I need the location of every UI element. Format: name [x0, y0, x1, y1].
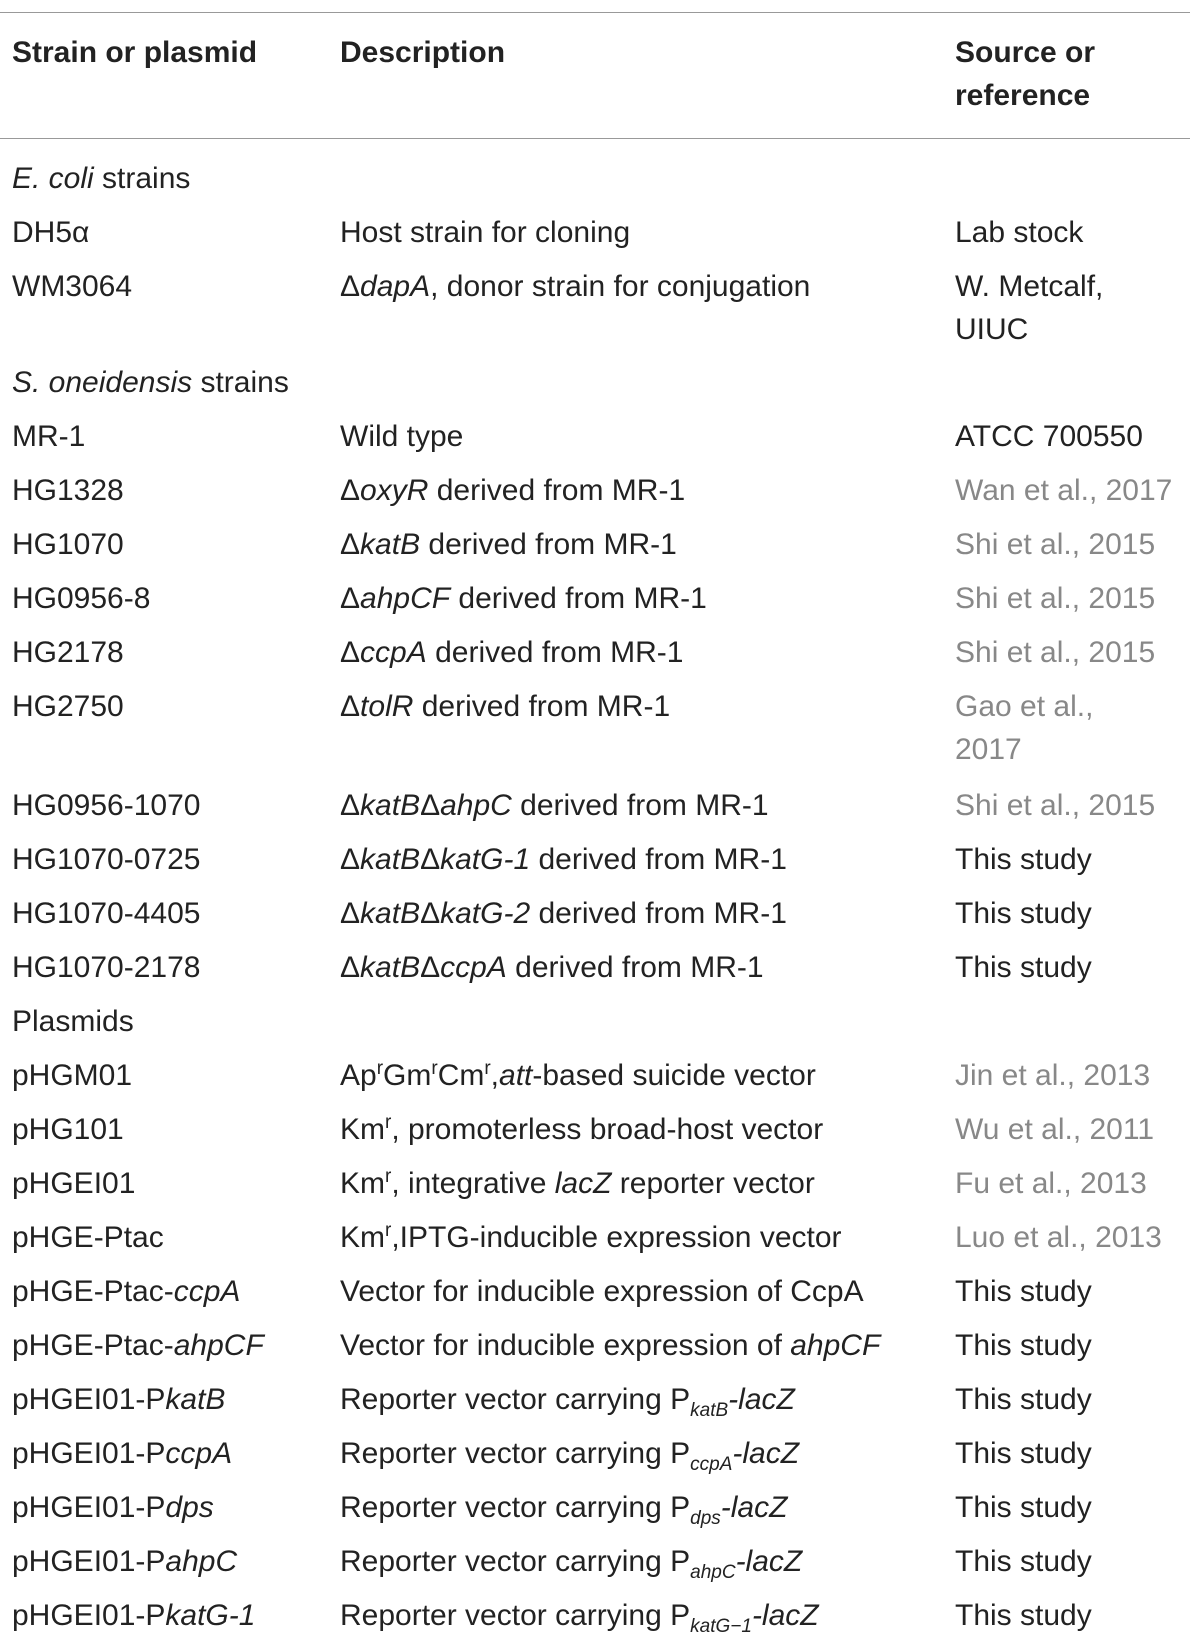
row-source-link[interactable]: Gao et al., 2017 [955, 690, 1094, 766]
row-description: ΔdapA, donor strain for conjugation [340, 270, 811, 303]
row-source: This study [955, 897, 1092, 930]
row-name: pHGEI01-Pdps [12, 1491, 214, 1524]
row-source: This study [955, 1437, 1092, 1470]
section-label: Plasmids [12, 1005, 134, 1038]
row-name: pHGEI01-PccpA [12, 1437, 233, 1470]
table-header [0, 30, 1200, 130]
row-description: ΔkatBΔkatG-1 derived from MR-1 [340, 843, 787, 876]
header-description: Description [340, 36, 506, 69]
row-description: Vector for inducible expression of ahpCF [340, 1329, 881, 1362]
row-source-link[interactable]: Luo et al., 2013 [955, 1221, 1162, 1254]
row-description: ΔkatBΔahpC derived from MR-1 [340, 789, 769, 822]
section-label-rest: strains [192, 366, 289, 399]
row-description: Reporter vector carrying $P_{ahpC}$-lacZ [340, 1545, 803, 1583]
row-name: pHG101 [12, 1113, 124, 1146]
row-name: HG1070-4405 [12, 897, 201, 930]
row-description: Km$^r$,IPTG-inducible expression vector [340, 1220, 842, 1254]
row-source-link[interactable]: Wan et al., 2017 [955, 474, 1173, 507]
row-source: This study [955, 951, 1092, 984]
row-description: Vector for inducible expression of CcpA [340, 1275, 864, 1308]
row-description: Ap$^r$Gm$^r$Cm$^r$,att-based suicide vector [340, 1058, 816, 1092]
row-source: This study [955, 843, 1092, 876]
row-source: This study [955, 1275, 1092, 1308]
top-rule [0, 12, 1190, 13]
row-name: pHGE-Ptac-ccpA [12, 1275, 241, 1308]
row-description: Reporter vector carrying $P_{dps}$-lacZ [340, 1491, 788, 1529]
row-name: HG1070 [12, 528, 124, 561]
header-rule [0, 138, 1190, 139]
section-label-rest: strains [93, 162, 191, 195]
row-name: HG2178 [12, 636, 124, 669]
row-source: This study [955, 1329, 1092, 1362]
row-name: pHGM01 [12, 1059, 133, 1092]
row-source-link[interactable]: Fu et al., 2013 [955, 1167, 1147, 1200]
header-source-line1: Source or [955, 36, 1096, 69]
row-description: ΔtolR derived from MR-1 [340, 690, 671, 723]
row-name: pHGE-Ptac-ahpCF [12, 1329, 264, 1362]
row-name: HG1328 [12, 474, 124, 507]
row-name: HG0956-8 [12, 582, 151, 615]
row-description: Host strain for cloning [340, 216, 631, 249]
row-description: ΔkatBΔkatG-2 derived from MR-1 [340, 897, 787, 930]
row-source: W. Metcalf, UIUC [955, 270, 1104, 346]
row-name: pHGEI01-PkatB [12, 1383, 226, 1416]
row-description: ΔkatBΔccpA derived from MR-1 [340, 951, 764, 984]
row-name: HG0956-1070 [12, 789, 201, 822]
row-source-link[interactable]: Shi et al., 2015 [955, 528, 1156, 561]
row-source: This study [955, 1599, 1092, 1632]
row-source: Lab stock [955, 216, 1084, 249]
row-name: pHGEI01-PkatG-1 [12, 1599, 256, 1632]
row-description: Reporter vector carrying $P_{ccpA}$-lacZ [340, 1437, 800, 1475]
row-name: pHGE-Ptac [12, 1221, 164, 1254]
header-source-line2: reference [955, 79, 1091, 112]
row-source: ATCC 700550 [955, 420, 1143, 453]
row-source: This study [955, 1491, 1092, 1524]
row-description: ΔkatB derived from MR-1 [340, 528, 677, 561]
row-source: This study [955, 1383, 1092, 1416]
row-description: ΔoxyR derived from MR-1 [340, 474, 686, 507]
header-strain-or-plasmid: Strain or plasmid [12, 36, 258, 69]
row-description: Wild type [340, 420, 464, 453]
row-name: pHGEI01 [12, 1167, 136, 1200]
row-name: MR-1 [12, 420, 86, 453]
row-source: This study [955, 1545, 1092, 1578]
row-description: Reporter vector carrying $P_{katG-1}$-lacZ [340, 1599, 819, 1637]
row-description: Km$^r$, promoterless broad-host vector [340, 1112, 824, 1146]
row-description: Reporter vector carrying $P_{katB}$-lacZ [340, 1383, 795, 1421]
row-source-link[interactable]: Shi et al., 2015 [955, 582, 1156, 615]
row-source-link[interactable]: Shi et al., 2015 [955, 789, 1156, 822]
row-description: Km$^r$, integrative lacZ reporter vector [340, 1166, 815, 1200]
row-name: WM3064 [12, 270, 133, 303]
row-name: HG1070-0725 [12, 843, 201, 876]
row-source-link[interactable]: Wu et al., 2011 [955, 1113, 1155, 1146]
row-description: ΔahpCF derived from MR-1 [340, 582, 707, 615]
row-name: DH5α [12, 216, 90, 249]
row-name: HG1070-2178 [12, 951, 201, 984]
row-source-link[interactable]: Shi et al., 2015 [955, 636, 1156, 669]
row-name: HG2750 [12, 690, 124, 723]
row-name: pHGEI01-PahpC [12, 1545, 238, 1578]
row-source-link[interactable]: Jin et al., 2013 [955, 1059, 1151, 1092]
section-label-italic: S. oneidensis [12, 366, 193, 399]
section-label-italic: E. coli [12, 162, 94, 195]
row-description: ΔccpA derived from MR-1 [340, 636, 684, 669]
